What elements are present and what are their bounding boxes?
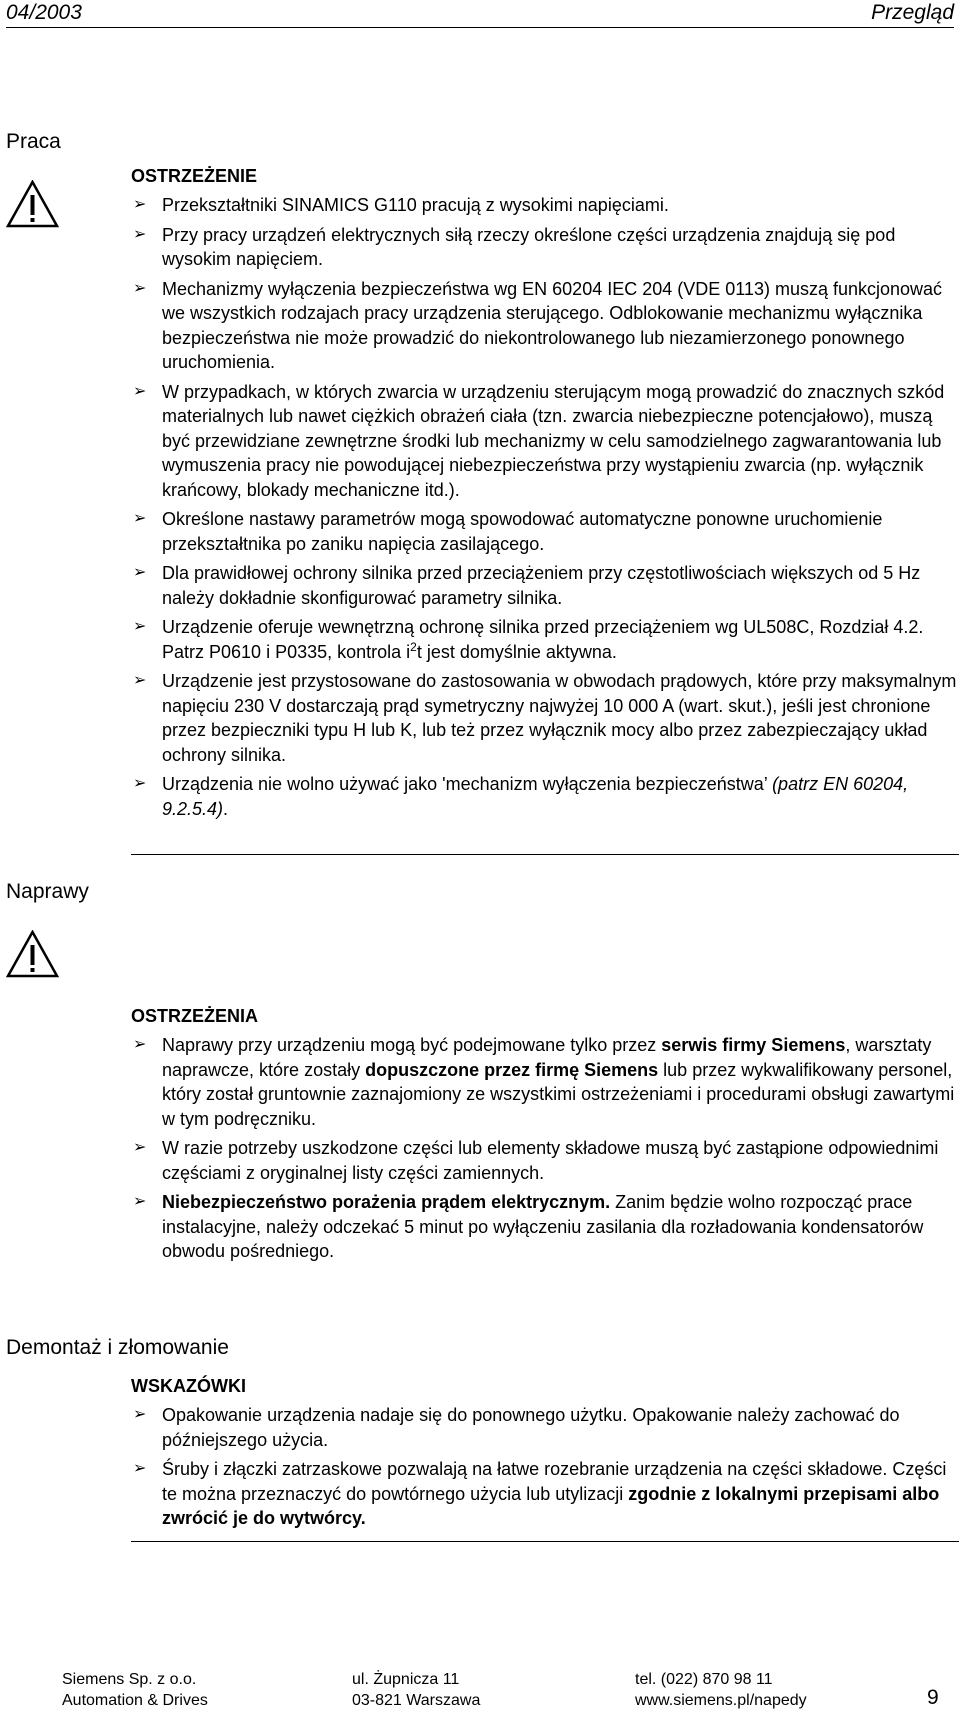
warning-triangle-icon <box>6 180 59 228</box>
section-title-demontaz: Demontaż i złomowanie <box>6 1336 229 1359</box>
arrowhead-bullet-icon: ➢ <box>133 510 147 527</box>
box-title: OSTRZEŻENIE <box>131 166 258 186</box>
list-item <box>131 669 959 767</box>
warning-triangle-icon <box>6 930 59 978</box>
item-text: Dla prawidłowej ochrony silnika przed przeciążeniem przy częstotliwościach większych od 5 Hz należy dokładnie skonfigurować parametry silnika. <box>162 563 921 608</box>
footer-company-name: Siemens Sp. z o.o. <box>62 1671 197 1688</box>
page-header <box>6 0 954 28</box>
arrowhead-bullet-icon: ➢ <box>133 225 147 243</box>
arrowhead-bullet-icon: ➢ <box>133 775 147 792</box>
arrowhead-bullet-icon: ➢ <box>133 672 147 689</box>
item-text: Urządzenia nie wolno używać jako 'mechanizm wyłączenia bezpieczeństwa’ <box>162 774 773 794</box>
footer-division: Automation & Drives <box>62 1692 208 1709</box>
footer-city: 03-821 Warszawa <box>352 1692 481 1709</box>
arrowhead-bullet-icon: ➢ <box>133 1460 147 1477</box>
warning-list <box>131 1033 959 1264</box>
section-title-naprawy: Naprawy <box>6 880 89 903</box>
list-item <box>131 615 959 664</box>
warning-box-naprawy <box>131 1004 959 1264</box>
arrowhead-bullet-icon: ➢ <box>133 618 147 635</box>
list-item <box>131 380 959 503</box>
item-text: W razie potrzeby uszkodzone części lub elementy składowe muszą być zastąpione odpowiednimi częściami z oryginalnej listy części zamiennych. <box>162 1138 939 1183</box>
item-text: lub przez wykwalifikowany personel, który został gruntownie zaznajomiony ze wszystkimi ostrzeżeniami i procedurami obsługi zawartymi w tym podręczniku. <box>162 1059 955 1129</box>
list-item <box>131 1136 959 1185</box>
arrowhead-bullet-icon: ➢ <box>133 1139 147 1156</box>
item-text: Mechanizmy wyłączenia bezpieczeństwa wg EN 60204 IEC 204 (VDE 0113) muszą funkcjonować we wszystkich rodzajach pracy urządzenia sterującego. Odblokowanie mechanizmu wyłącznika bezpieczeństwa nie może prowadzić do niekontrolowanego lub niezamierzonego ponownego uruchomienia. <box>162 278 943 372</box>
page-number: 9 <box>927 1686 939 1709</box>
notes-list <box>131 1403 959 1531</box>
list-item <box>131 1190 959 1264</box>
item-text: Śruby i złączki zatrzaskowe pozwalają na łatwe rozebranie urządzenia na części składowe. Części te można przeznaczyć do powtórnego użycia lub utylizacji <box>162 1459 947 1504</box>
item-text: Niebezpieczeństwo porażenia prądem elektrycznym. <box>162 1192 611 1212</box>
item-text: Przy pracy urządzeń elektrycznych siłą rzeczy określone części urządzenia znajdują się pod wysokim napięciem. <box>162 224 896 269</box>
warning-box-praca <box>131 164 959 855</box>
notes-box-demontaz <box>131 1374 959 1542</box>
item-text: . <box>223 798 229 819</box>
arrowhead-bullet-icon: ➢ <box>133 1406 147 1423</box>
list-item <box>131 1033 959 1131</box>
item-text: zgodnie z lokalnymi przepisami albo zwrócić je do wytwórcy. <box>162 1483 940 1528</box>
list-item <box>131 1457 959 1531</box>
item-text: (patrz EN 60204, 9.2.5.4) <box>162 774 909 819</box>
list-item <box>131 507 959 556</box>
item-text: Urządzenie oferuje wewnętrzną ochronę silnika przed przeciążeniem wg UL508C, Rozdział 4.2. Patrz P0610 i P0335, kontrola i <box>162 617 924 662</box>
footer-address <box>352 1669 480 1711</box>
item-text: W przypadkach, w których zwarcia w urządzeniu sterującym mogą prowadzić do znacznych szkód materialnych lub nawet ciężkich obrażeń ciała (tzn. zwarcia niebezpieczne potencjałowo), muszą być przewidziane zewnętrzne środki lub mechanizmy w celu samodzielnego zagwarantowania lub wymuszenia pracy nie powodującej niebezpieczeństwa przy wystąpieniu zwarcia (np. wyłącznik krańcowy, blokady mechaniczne itd.). <box>162 381 945 500</box>
footer-phone: tel. (022) 870 98 11 <box>635 1671 773 1688</box>
list-item <box>131 223 959 272</box>
arrowhead-bullet-icon: ➢ <box>133 382 147 400</box>
footer-street: ul. Żupnicza 11 <box>352 1671 460 1688</box>
footer-website-link[interactable]: www.siemens.pl/napedy <box>635 1692 807 1709</box>
box-title: WSKAZÓWKI <box>131 1376 246 1396</box>
item-text: Przekształtniki SINAMICS G110 pracują z wysokimi napięciami. <box>162 195 669 215</box>
item-text: Zanim będzie wolno rozpocząć prace instalacyjne, należy odczekać 5 minut po wyłączeniu zasilania dla rozładowania kondensatorów obwodu pośredniego. <box>162 1192 924 1261</box>
list-item <box>131 193 959 218</box>
section-title-praca: Praca <box>6 130 61 153</box>
list-item <box>131 277 959 375</box>
list-item <box>131 1403 959 1452</box>
item-text: serwis firmy Siemens <box>661 1035 846 1055</box>
arrowhead-bullet-icon: ➢ <box>133 1193 147 1210</box>
list-item <box>131 561 959 610</box>
header-date: 04/2003 <box>6 1 82 24</box>
header-section-title: Przegląd <box>871 1 954 24</box>
item-text: Urządzenie jest przystosowane do zastosowania w obwodach prądowych, które przy maksymalnym napięciu 230 V dostarczają prąd symetryczny najwyżej 10 000 A (wart. skut.), jeśli jest chronione przez bezpieczniki typu H lub K, lub też przez wyłącznik mocy albo przez zabezpieczający układ ochrony silnika. <box>162 671 957 765</box>
item-text: Opakowanie urządzenia nadaje się do ponownego użytku. Opakowanie należy zachować do późniejszego użycia. <box>162 1405 900 1450</box>
footer-contact <box>635 1669 807 1711</box>
list-item <box>131 772 959 821</box>
item-text: t jest domyślnie aktywna. <box>416 641 617 662</box>
box-title: OSTRZEŻENIA <box>131 1006 259 1026</box>
warning-list <box>131 193 959 821</box>
item-text: Naprawy przy urządzeniu mogą być podejmowane tylko przez <box>162 1035 662 1055</box>
arrowhead-bullet-icon: ➢ <box>133 1036 147 1053</box>
arrowhead-bullet-icon: ➢ <box>133 279 147 297</box>
item-text: Określone nastawy parametrów mogą spowodować automatyczne ponowne uruchomienie przekształtnika po zaniku napięcia zasilającego. <box>162 509 883 554</box>
item-text: dopuszczone przez firmę Siemens <box>365 1059 659 1080</box>
item-text: , warsztaty naprawcze, które zostały <box>162 1035 932 1080</box>
arrowhead-bullet-icon: ➢ <box>133 196 147 213</box>
item-text: 2 <box>410 639 417 654</box>
footer-company <box>62 1669 208 1711</box>
arrowhead-bullet-icon: ➢ <box>133 564 147 581</box>
